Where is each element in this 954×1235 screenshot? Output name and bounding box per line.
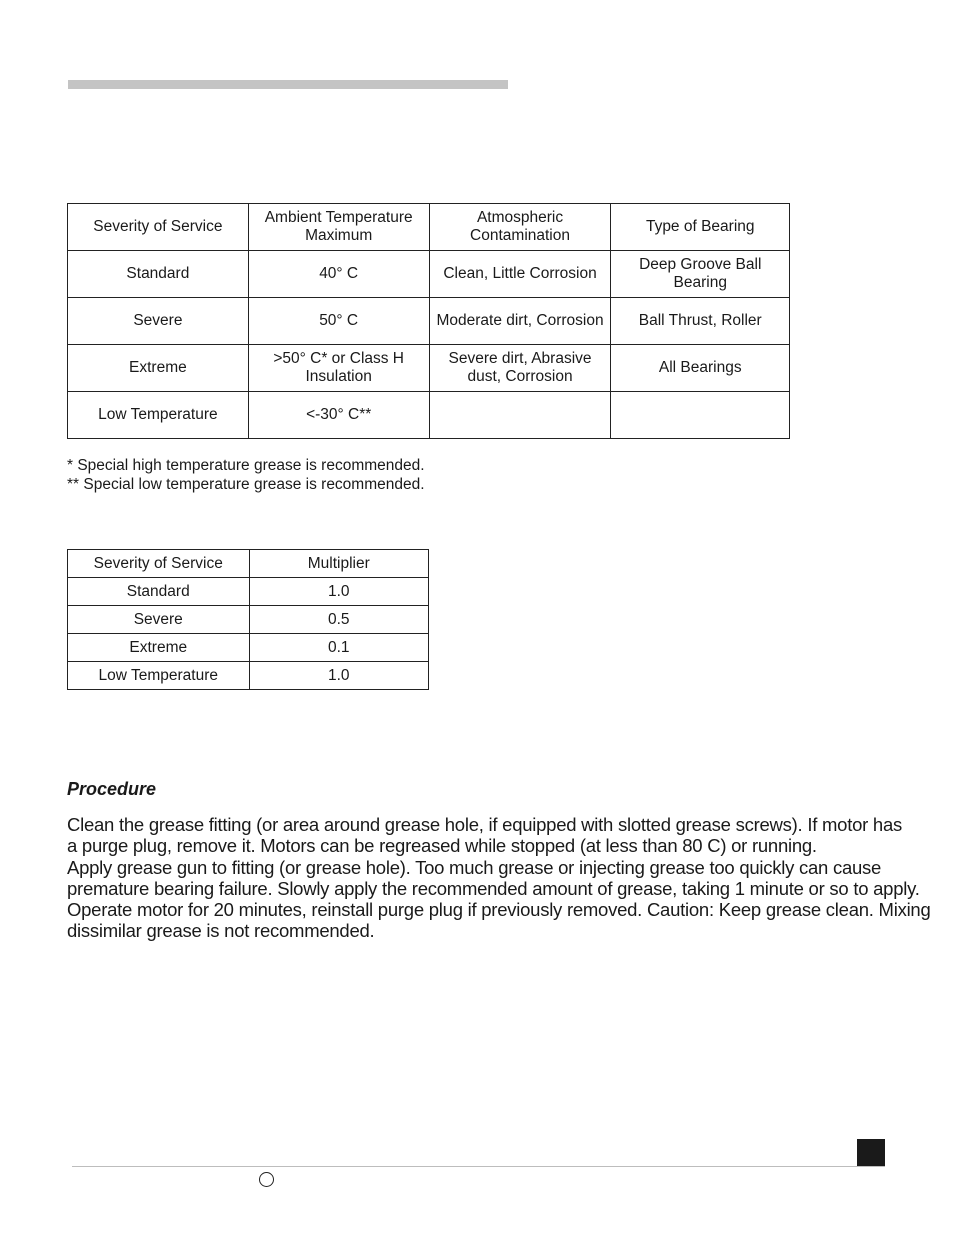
severity-of-service-table	[67, 203, 790, 439]
footer-divider	[72, 1166, 885, 1167]
table-cell: Standard	[68, 578, 250, 606]
table-footnotes	[67, 456, 425, 494]
procedure-line: dissimilar grease is not recommended.	[67, 920, 375, 942]
table-cell	[611, 392, 790, 439]
section-header-bar	[68, 80, 508, 89]
table-row	[68, 392, 790, 439]
procedure-line: Apply grease gun to fitting (or grease hole). Too much grease or injecting grease too quickly can cause	[67, 856, 882, 878]
table-cell: 1.0	[249, 662, 429, 690]
table-cell: Low Temperature	[68, 392, 249, 439]
table-cell: 0.1	[249, 634, 429, 662]
procedure-text	[67, 814, 931, 942]
procedure-line: premature bearing failure. Slowly apply the recommended amount of grease, taking 1 minute or so to apply.	[67, 877, 920, 899]
table-cell: Deep Groove Ball Bearing	[611, 251, 790, 298]
table-header-row	[68, 204, 790, 251]
table-cell: Clean, Little Corrosion	[429, 251, 611, 298]
page-marker-block	[857, 1139, 885, 1167]
table-row	[68, 298, 790, 345]
table-cell: >50° C* or Class H Insulation	[248, 345, 429, 392]
table-cell: Low Temperature	[68, 662, 250, 690]
table-header-row	[68, 550, 429, 578]
header-cell: Atmospheric Contamination	[429, 204, 611, 251]
table-cell: Severe	[68, 606, 250, 634]
procedure-heading: Procedure	[67, 779, 157, 799]
procedure-line: a purge plug, remove it. Motors can be regreased while stopped (at less than 80 C) or running.	[67, 835, 817, 857]
table-cell: 1.0	[249, 578, 429, 606]
procedure-line: Operate motor for 20 minutes, reinstall purge plug if previously removed. Caution: Keep grease clean. Mixing	[67, 899, 931, 921]
header-cell: Multiplier	[249, 550, 429, 578]
table-row	[68, 251, 790, 298]
table-cell: 50° C	[248, 298, 429, 345]
table-row	[68, 662, 429, 690]
table-cell: Standard	[68, 251, 249, 298]
header-cell: Severity of Service	[68, 204, 249, 251]
table-cell: Extreme	[68, 345, 249, 392]
table-cell	[429, 392, 611, 439]
table-cell: Severe dirt, Abrasive dust, Corrosion	[429, 345, 611, 392]
table-cell: 40° C	[248, 251, 429, 298]
table-row	[68, 634, 429, 662]
table-cell: Ball Thrust, Roller	[611, 298, 790, 345]
table-cell: All Bearings	[611, 345, 790, 392]
multiplier-table	[67, 549, 429, 690]
table-row	[68, 578, 429, 606]
table-row	[68, 345, 790, 392]
table-cell: 0.5	[249, 606, 429, 634]
table-cell: Extreme	[68, 634, 250, 662]
table-row	[68, 606, 429, 634]
footnote-low-temp: ** Special low temperature grease is recommended.	[67, 476, 425, 493]
header-cell: Severity of Service	[68, 550, 250, 578]
header-cell: Type of Bearing	[611, 204, 790, 251]
table-cell: Severe	[68, 298, 249, 345]
header-cell: Ambient Temperature Maximum	[248, 204, 429, 251]
procedure-line: Clean the grease fitting (or area around grease hole, if equipped with slotted grease screws). If motor has	[67, 814, 902, 835]
table-cell: Moderate dirt, Corrosion	[429, 298, 611, 345]
table-cell: <-30° C**	[248, 392, 429, 439]
copyright-circle-icon	[259, 1172, 274, 1187]
footnote-high-temp: * Special high temperature grease is recommended.	[67, 457, 425, 474]
